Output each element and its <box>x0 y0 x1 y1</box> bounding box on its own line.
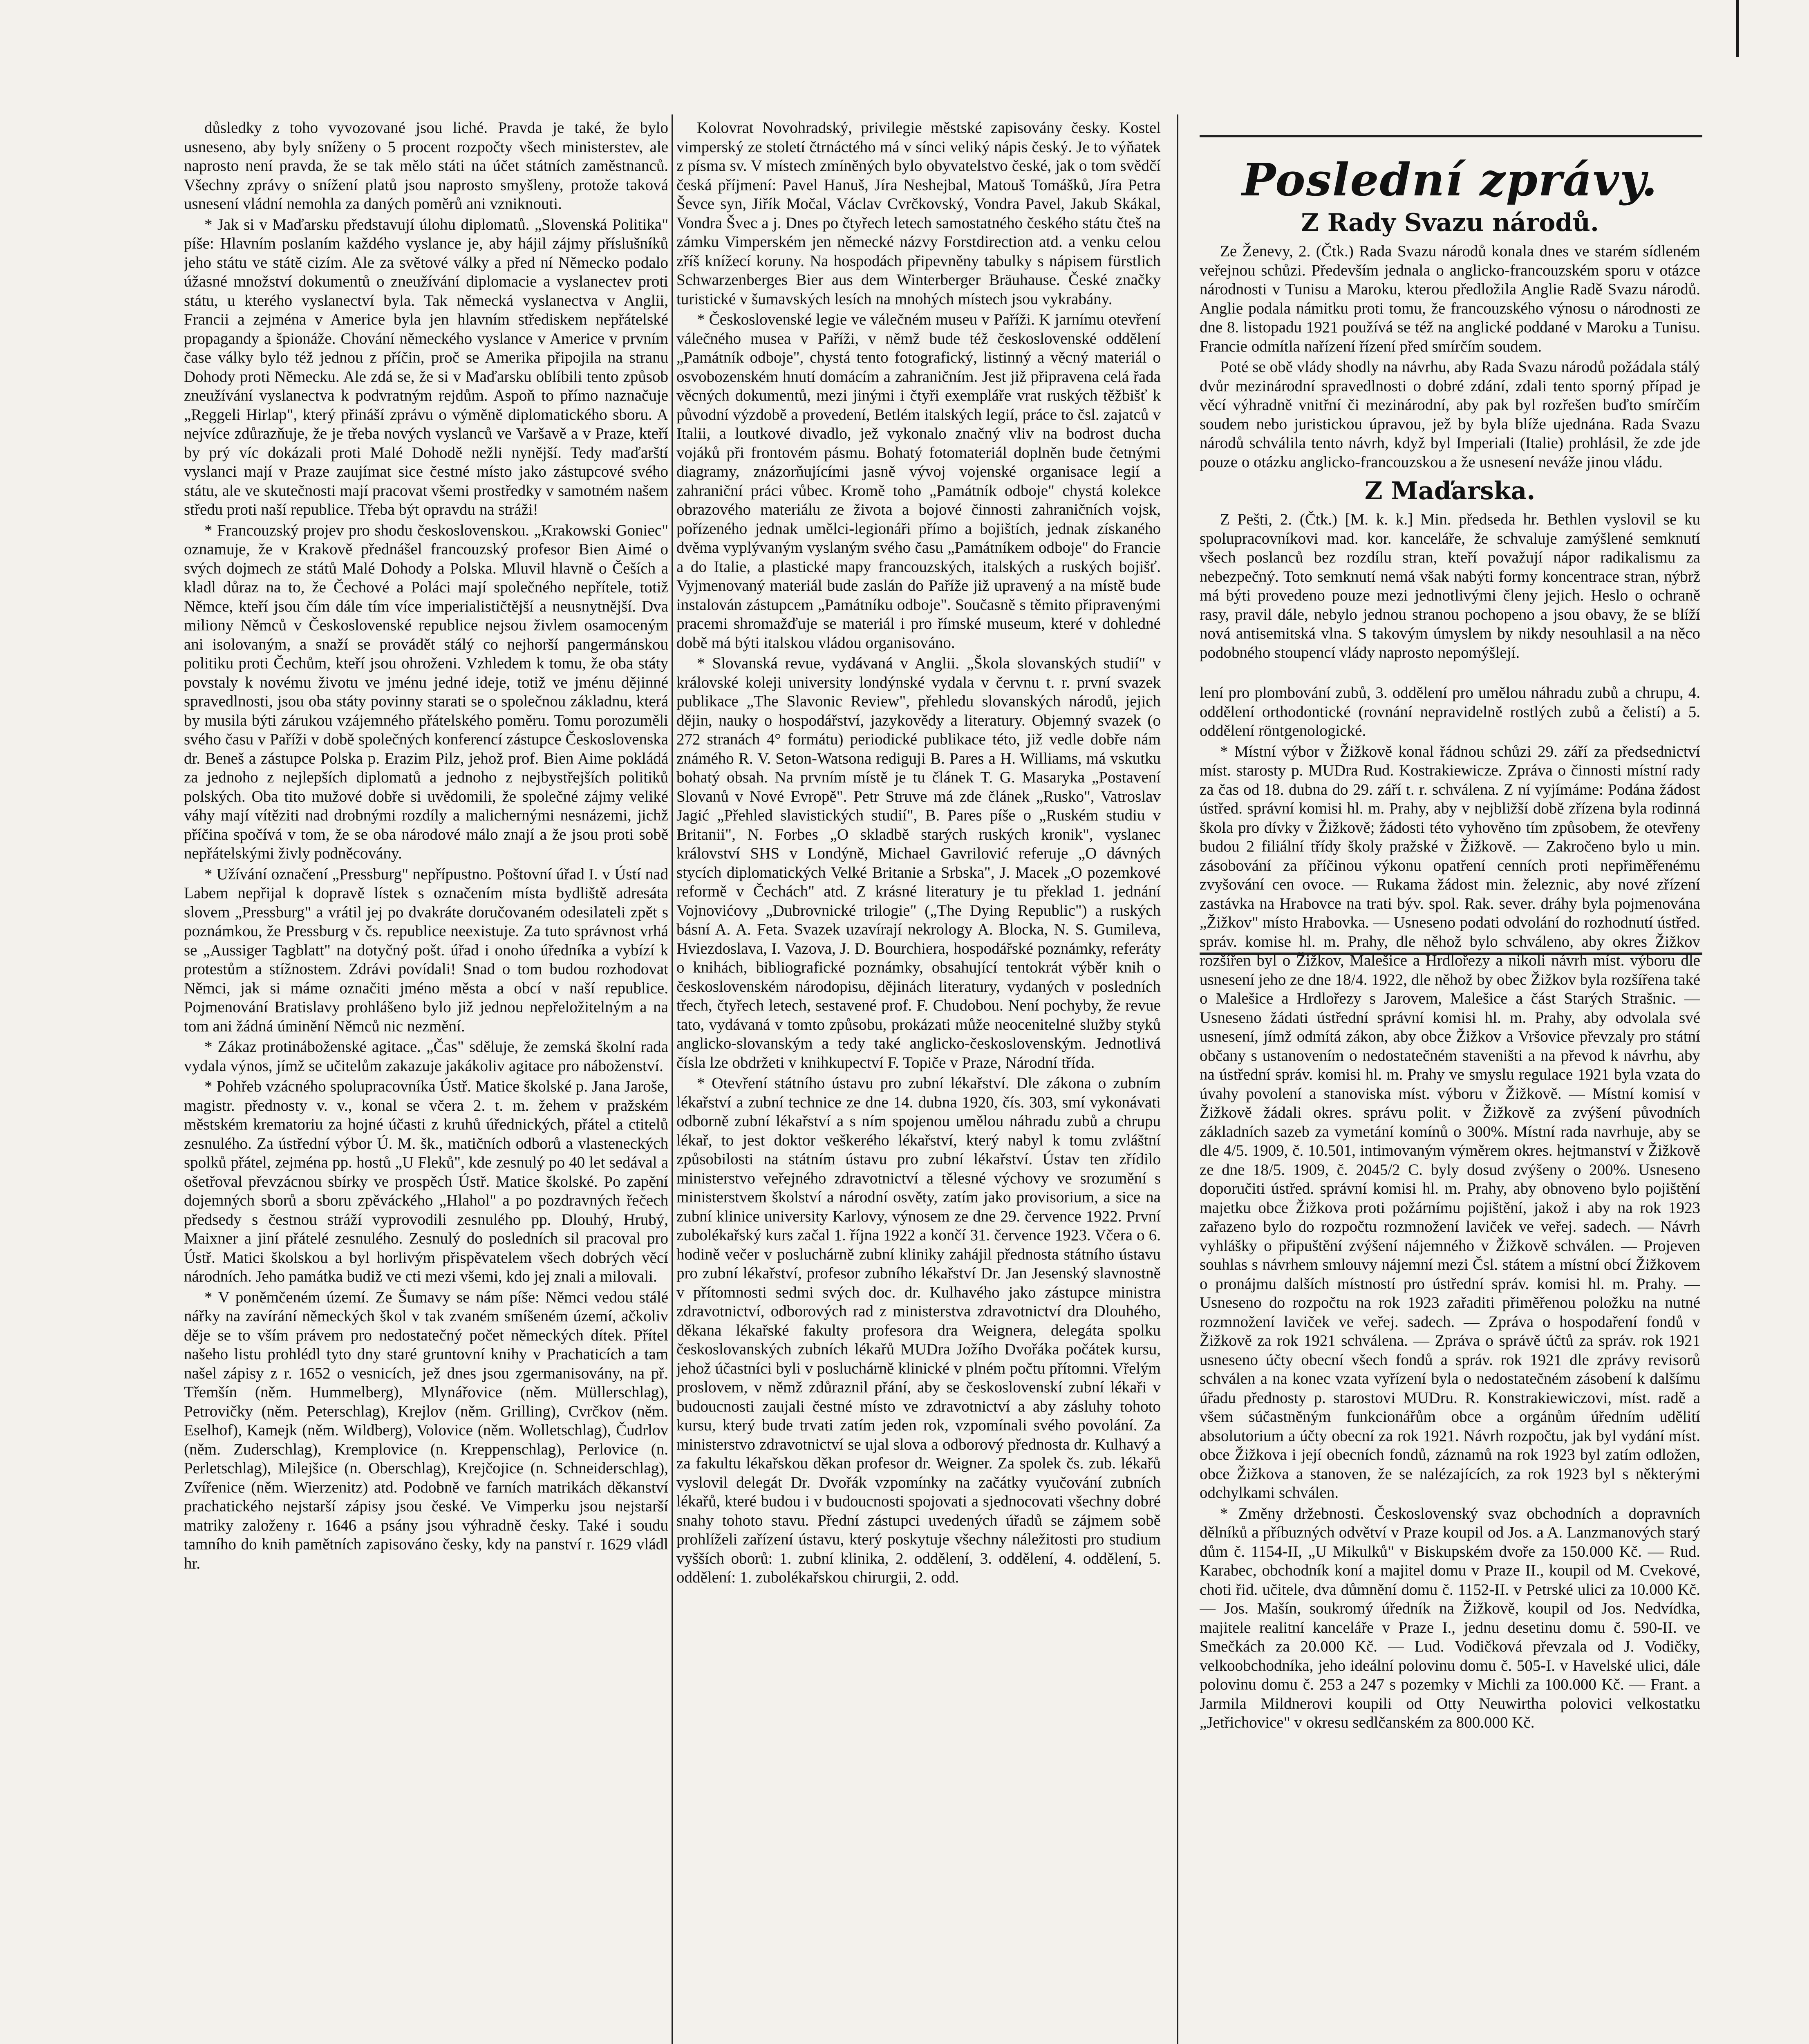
article-paragraph: Ze Ženevy, 2. (Čtk.) Rada Svazu národů konala dnes ve starém sídleném veřejnou schůzi. Především jednala o anglicko-francouzském sporu v otázce národnosti v Tunisu a Maroku, kterou předložila Anglie Radě Svazu národů. Anglie podala námitku proti tomu, že francouzského výnosu o národnosti ze dne 8. listopadu 1921 používá se též na anglické poddané v Maroku a Tunisu. Francie odmítla nařízení řízení před smírčím soudem. <box>1200 242 1700 355</box>
article-paragraph: * Zákaz protináboženské agitace. „Čas" sděluje, že zemská školní rada vydala výnos, jímž se učitelům zakazuje jakákoliv agitace pro náboženství. <box>184 1038 668 1075</box>
article-paragraph: * Otevření státního ústavu pro zubní lékařství. Dle zákona o zubním lékařství a zubní technice ze dne 14. dubna 1920, čís. 303, smí vykonávati odborně zubní lékařství a s ním spojenou umělou náhradu zubů a chrupu lékař, to jest doktor veškerého lékařství, který nabyl k tomu zvláštní způsobilosti na státním ústavu pro zubní lékařství. Ústav ten zřídilo ministerstvo veřejného zdravotnictví a tělesné výchovy ve srozumění s ministerstvem školství a národní osvěty, zatím jako provisorium, a sice na zubní klinice university Karlovy, výnosem ze dne 29. července 1922. První zubolékařský kurs začal 1. října 1922 a končí 31. července 1923. Včera o 6. hodině večer v posluchárně zubní kliniky zahájil přednosta státního ústavu pro zubní lékařství, profesor zubního lékařství Dr. Jan Jesenský slavnostně v přítomnosti sedmi svých doc. dr. Kulhavého jako zástupce ministra zdravotnictví, odborových rad z ministerstva zdravotnictví dra Dlouhého, děkana lékařské fakulty profesora dra Weignera, delegáta spolku českoslovanských zubních lékařů MUDra Jožího Dvořáka počátek kursu, jehož účastníci byli v posluchárně klinické v plném počtu přítomni. Vřelým proslovem, v němž zdůraznil přání, aby se československí zubní lékaři v budoucnosti zaujali čestné místo ve zdravotnictví a aby zásluhy tohoto kursu, který bude trvati zatím jeden rok, vzpomínali svého povolání. Za ministerstvo zdravotnictví se ujal slova a odborový přednosta dr. Kulhavý a za fakultu lékařskou děkan profesor dr. Weigner. Za spolek čs. zub. lékařů vyslovil delegát Dr. Dvořák vzpomínky na začátky vyučování zubních lékařů, které budou i v budoucnosti spojovati a sjednocovati všechny dobré snahy tohoto stavu. Přední zástupci uvedených úřadů se zájmem sobě prohlíželi zařízení ústavu, který poskytuje všechny náležitosti pro studium vyšších oborů: 1. zubní klinika, 2. oddělení, 3. oddělení, 4. oddělení, 5. oddělení: 1. zubolékařskou chirurgii, 2. odd. <box>676 1074 1161 1586</box>
article-paragraph: * V poněmčeném území. Ze Šumavy se nám píše: Němci vedou stálé nářky na zavírání německých škol v tak zvaném smíšeném území, ačkoliv děje se to vším právem pro nedostatečný počet německých dítek. Přítel našeho listu prohlédl tyto dny staré gruntovní knihy v Prachaticích a tam našel zápisy z r. 1652 o vesnicích, jež dnes jsou zgermanisovány, na př. Třemšín (něm. Hummelberg), Mlynářovice (něm. Müllerschlag), Petrovičky (něm. Peterschlag), Krejlov (něm. Grilling), Cvrčkov (něm. Eselhof), Kamejk (něm. Wildberg), Volovice (něm. Wolletschlag), Čudrlov (něm. Zuderschlag), Kremplovice (n. Kreppenschlag), Perlovice (n. Perletschlag), Milejšice (n. Oberschlag), Krejčojice (n. Schneiderschlag), Zvířenice (něm. Wierzenitz) atd. Podobně ve farních matrikách děkanství prachatického nejstarší zápisy jsou české. Ve Vimperku jsou nejstarší matriky založeny r. 1646 a psány jsou výhradně česky. Také i soudu tamního do knih pamětních zapisováno česky, kdy na panství r. 1629 vládl hr. <box>184 1288 668 1572</box>
column-divider-2 <box>1177 114 1178 2044</box>
column-divider-1 <box>672 114 673 2044</box>
article-paragraph: * Pohřeb vzácného spolupracovníka Ústř. Matice školské p. Jana Jaroše, magistr. přednosty v. v., konal se včera 2. t. m. žehem v pražském městském krematoriu za hojné účasti z kruhů úřednických, přátel a ctitelů zesnulého. Za ústřední výbor Ú. M. šk., matičních odborů a vlasteneckých spolků přátel, zejména pp. hostů „U Fleků", kde zesnulý po 40 let sedával a ošetřoval převzácnou sbírky ve prospěch Ústř. Matice školské. Po zapění dojemných sborů a sboru zpěváckého „Hlahol" a po pozdravných řečech předsedy s čestnou stráží vyprovodili zesnulého pp. Dlouhý, Hrubý, Maixner a jiní přátelé zesnulého. Zesnulý do posledních sil pracoval pro Ústř. Matici školskou a byl horlivým přispěvatelem všech dobrých věcí národních. Jeho památka budiž ve cti mezi všemi, kdo jej znali a milovali. <box>184 1078 668 1285</box>
league-of-nations-subhead: Z Rady Svazu národů. <box>1301 208 1599 237</box>
column-2 <box>676 119 1161 2044</box>
local-news-section <box>1200 684 1700 1732</box>
league-of-nations-section <box>1200 242 1700 472</box>
article-paragraph: * Československé legie ve válečném museu v Paříži. K jarnímu otevření válečného musea v Paříži, v němž bude též československé oddělení „Památník odboje", chystá tento fotografický, listinný a věcný materiál o osvobozenském hnutí domácím a zahraničním. Jest již připravena celá řada věcných dokumentů, mezi jinými i čtyři exempláře vrat ruských těžbišť k původní výzdobě a provedení, Betlém italských legií, práce to čsl. zajatců v Italii, a loutkové divadlo, jež vykonalo značný vliv na bodrost ducha vojáků při frontovém pásmu. Bohatý fotomateriál doplněn bude četnými diagramy, znázorňujícími jasně vývoj vojenské organisace legií a zahraniční práci vůbec. Kromě toho „Památník odboje" chystá kolekce obrazového materiálu ze života a bojové činnosti zahraničních vojsk, pořízeného jednak umělci-legionáři přímo a bojištích, jednak získaného dvěma vyplývaným vyslaným svého času „Památníkem odboje" do Francie a do Italie, a plastické mapy francouzských, italských a ruských bojišť. Vyjmenovaný materiál bude zaslán do Paříže již upravený a na místě bude instalován zástupcem „Památníku odboje". Současně s těmito připravenými pracemi shromažďuje se materiál i pro římské museum, které v dohledné době má býti italskou vládou organisováno. <box>676 311 1161 652</box>
article-paragraph: * Jak si v Maďarsku představují úlohu diplomatů. „Slovenská Politika" píše: Hlavním poslaním každého vyslance je, aby hájil zájmy příslušníků jeho státu ve státě cizím. Ale za světové války a před ní Německo podalo úžasné množství dokumentů o zneužívání diplomacie a vyslanectev proti státu, u kterého vyslanectví byla. Tak německá vyslanectva v Anglii, Francii a zejména v Americe byla jen hlavním střediskem nepřátelské propagandy a špionáže. Chování německého vyslance v Americe v prvním čase války bylo též jednou z příčin, proč se Amerika připojila na stranu Dohody proti Německu. Ale zdá se, že si v Maďarsku oblíbili tento způsob zneužívání vyslanectva k podvratným rejdům. Aspoň to přímo naznačuje „Reggeli Hirlap", který přináší zprávu o výměně diplomatického sboru. A nejvíce zdůrazňuje, že je třeba nových vyslanců ve Varšavě a v Praze, kteří by prý víc dokázali proti Malé Dohodě nežli nynější. Tedy maďarští vyslanci mají v Praze zaujímat sice čestné místo jako zástupcové svého státu, ale ve skutečnosti mají pracovat všemi prostředky v samotném našem středu proti naší republice. Třeba být opravdu na stráži! <box>184 215 668 518</box>
article-paragraph: * Francouzský projev pro shodu československou. „Krakowski Goniec" oznamuje, že v Krakově přednášel francouzský profesor Bien Aimé o svých dojmech ze států Malé Dohody a Polska. Mluvil hlavně o Češích a kladl důraz na to, že Čechové a Poláci mají společného nepřítele, totiž Němce, kteří jsou čím dále tím více imperialističtější a neusnytnější. Dva miliony Němců v Československé republice nejsou živlem osamoceným ani isolovaným, a snaží se provádět stálý co nejhorší pangermánskou politiku proti Čechům, kteří jsou ohroženi. Vzhledem k tomu, že oba státy povstaly k novému životu ve jménu jedné ideje, totiž ve jménu dějinné spravedlnosti, jsou oba státy povinny starati se o společnou základnu, která by musila býti zárukou vzájemného přátelského poměru. Tomu porozuměli svého času v Paříži v době společných konferencí zástupce Československa dr. Beneš a zástupce Polska p. Erazim Pilz, jehož prof. Bien Aime pokládá za jednoho z nejlepších diplomatů a jednoho z nejbystřejších politiků polských. Oba tito mužové dobře si uvědomili, že společné zájmy veliké váhy mají vítěziti nad drobnými rozdíly a malichernými nesnázemi, jichž příčina spočívá v tom, že se oba národové málo znají a že jsou proti sobě nepřátelskými živly podněcovány. <box>184 521 668 862</box>
latest-news-headline: Poslední zprávy. <box>1242 155 1658 206</box>
article-paragraph: Poté se obě vlády shodly na návrhu, aby Rada Svazu národů požádala stálý dvůr mezinárodní spravedlnosti o dobré zdání, zdali tento sporný případ je věcí výhradně vnitřní či mezinárodní, aby pak byl rozřešen buďto smírčím soudem nebo juristickou úpravou, jež by byla blíže ujednána. Rada Svazu národů schválila tento návrh, když byl Imperiali (Italie) prohlásil, že zde jde pouze o otázku anglicko-francouzskou a že usnesení neváže jinou vládu. <box>1200 358 1700 471</box>
article-paragraph: * Změny držebnosti. Československý svaz obchodních a dopravních dělníků a příbuzných odvětví v Praze koupil od Jos. a A. Lanzmanových starý dům č. 1154-II, „U Mikulků" v Biskupském dvoře za 150.000 Kč. — Rud. Karabec, obchodník koní a majitel domu v Praze II., koupil od M. Cvekové, choti řid. učitele, dva důmnění domu č. 1152-II. v Petrské ulici za 10.000 Kč. — Jos. Mašín, soukromý úředník na Žižkově, koupil od Jos. Nedvídka, majitele realitní kanceláře v Praze I., jednu desetinu domu č. 590-II. ve Smečkách za 20.000 Kč. — Lud. Vodičková převzala od J. Vodičky, velkoobchodníka, jeho ideální polovinu domu č. 505-I. v Havelské ulici, dále polovinu domu č. 253 a 247 s pozemky v Michli za 100.000 Kč. — Frant. a Jarmila Mildnerovi koupili od Otty Neuwirtha polovici velkostatku „Jetřichovice" v okresu sedlčanském za 800.000 Kč. <box>1200 1504 1700 1731</box>
article-paragraph: lení pro plombování zubů, 3. oddělení pro umělou náhradu zubů a chrupu, 4. oddělení orthodontické (rovnání nepravidelně rostlých zubů a čelistí) a 5. oddělení röntgenologické. <box>1200 684 1700 740</box>
article-paragraph: Z Pešti, 2. (Čtk.) [M. k. k.] Min. předseda hr. Bethlen vyslovil se ku spolupracovníkovi mad. kor. kanceláře, že schvaluje zamýšlené semknutí všech poslanců bez rozdílu stran, kteří považují nápor radikalismu za nebezpečný. Toto semknutí nemá však nabýti formy koncentrace stran, nýbrž má býti provedeno pouze mezi jednotlivými členy jejich. Heslo o ochraně rasy, pravil dále, nebylo jednou stranou pochopeno a jsou obavy, že se blíží nová antisemitská vlna. S takovým úmyslem by nikdy nesouhlasil a na něco podobného stoupencí vlády naprosto nepomýšlejí. <box>1200 511 1700 661</box>
article-paragraph: Kolovrat Novohradský, privilegie městské zapisovány česky. Kostel vimperský ze století čtrnáctého má v sínci veliký nápis český. Je to výňatek z písma sv. V místech zmíněných bylo obyvatelstvo české, jak o tom svědčí česká příjmení: Pavel Hanuš, Jíra Neshejbal, Matouš Tomášků, Jíra Petra Ševce syn, Jiřík Močal, Václav Cvrčkovský, Vondra Pavel, Jakub Skákal, Vondra Švec a j. Dnes po čtyřech letech samostatného českého státu čteš na zámku Vimperském jen německé názvy Forstdirection atd. a venku celou zříš knížecí koruny. Na hospodách připevněny tabulky s nápisem fürstlich Schwarzenberges Bier aus dem Winterberger Bräuhause. České značky turistické v šumavských lesích na mnohých místech jsou vykrabány. <box>676 119 1161 308</box>
scan-edge-mark <box>1736 0 1739 57</box>
article-paragraph: důsledky z toho vyvozované jsou liché. Pravda je také, že bylo usneseno, aby byly sníženy o 5 procent rozpočty všech ministerstev, ale naprosto není pravda, že se tak mělo státi na účet státních zaměstnanců. Všechny zprávy o snížení platů jsou naprosto smyšleny, protože taková usnesení vládní nemohla za daných poměrů ani vzniknouti. <box>184 119 668 213</box>
article-paragraph: * Místní výbor v Žižkově konal řádnou schůzi 29. září za předsednictví míst. starosty p. MUDra Rud. Kostrakiewicze. Zpráva o činnosti místní rady za čas od 18. dubna do 29. září t. r. schválena. Z ní vyjímáme: Podána žádost ústřed. správní komisi hl. m. Prahy, aby v nejbližší době zřízena byla rodinná škola pro dívky v Žižkově; žádosti této vyhověno tím způsobem, že otevřeny budou 2 filiální třídy školy pražské v Žižkově. — Zakročeno bylo u min. zásobování za příčinou výkonu opatření cenních proti nepřiměřenému zvyšování cen ovoce. — Rukama žádost min. železnic, aby nové zřízení zastávka na Hrabovce na trati býv. spol. Rak. sever. dráhy byla pojmenována „Žižkov" místo Hrabovka. — Usneseno podati odvolání do rozhodnutí ústřed. správ. komise hl. m. Prahy, dle něhož bylo schváleno, aby okres Žižkov rozšířen byl o Žižkov, Malešice a Hrdlořezy a nikoli návrh míst. výboru dle usnesení jeho ze dne 18/4. 1922, dle něhož by obec Žižkov byla rozšířena také o Malešice a Hrdlořezy s Jarovem, Malešice a část Starých Strašnic. — Usneseno žádati ústřední správní komisi hl. m. Prahy, aby odvolala své usnesení, jímž odmítá zákon, aby obce Žižkov a Vršovice převzaly pro státní občany s ustanovením o nedostatečném staveništi a na převod k návrhu, aby na ústřední správ. komisi hl. m. Prahy ve smyslu regulace 1921 byla vzata do úvahy povolení a stanoviska míst. výboru v Žižkově. — Místní komisí v Žižkově žádali okres. správu polit. v Žižkově za zvýšení původních základních sazeb za vymetání komínů o 300%. Místní rada navrhuje, aby se dle 4/5. 1909, č. 10.501, intimovaným výměrem okres. hejtmanství v Žižkově ze dne 18/5. 1909, č. 2045/2 C. byly dosud zvýšeny o 200%. Usneseno doporučiti ústřed. správní komisi hl. m. Prahy, aby obnoveno bylo pojištění majetku obce Žižkova proti požárnímu pojištění, jakož i aby na rok 1923 zařazeno bylo do rozpočtu rozmnožení laviček ve veřej. sadech. — Návrh vyhlášky o připuštění zvýšení nájemného v Žižkově schválen. — Projeven souhlas s návrhem smlouvy nájemní mezi Čsl. státem a místní obcí Žižkovem o pronájmu dalších místností pro ústřední správ. komisi hl. m. Prahy. — Usneseno do rozpočtu na rok 1923 zařaditi přiměřenou položku na nutné rozmnožení laviček ve veřej. sadech. — Zpráva o hospodaření fondů v Žižkově za rok 1921 schválena. — Zpráva o správě účtů za správ. rok 1921 usneseno účty obecní všech fondů a správ. rok 1921 dle zprávy revisorů schválen a na konec vzata vyřízení byla o nedostatečném zásobení k dalšímu úřadu přednosty p. starostovi MUDru. R. Konstrakiewiczovi, míst. radě a všem súčastněným funkcionářům obce a orgánům úředním udělití absolutorium a účty obecní za rok 1921. Návrh rozpočtu, jak byl vydání míst. obce Žižkova i její obecních fondů, záznamů na rok 1923 byl zatím odložen, obce Žižkova a stanoven, že se nalézajících, za rok 1923 byl s některými odchylkami schválen. <box>1200 742 1700 1502</box>
column-3 <box>1200 155 1700 2044</box>
article-paragraph: * Slovanská revue, vydávaná v Anglii. „Škola slovanských studií" v královské koleji university londýnské vydala v červnu t. r. první svazek publikace „The Slavonic Review", přehledu slovanských národů, jejich dějin, nauky o hospodářství, jazykovědy a literatury. Objemný svazek (o 272 stranách 4° formátu) periodické publikace této, již vedle dobře nám známého R. V. Seton-Watsona rediguji B. Pares a H. Williams, má vskutku bohatý obsah. Na prvním místě je tu článek T. G. Masaryka „Postavení Slovanů v Nové Evropě". Petr Struve má zde článek „Rusko", Vatroslav Jagić „Přehled slavistických studií", B. Pares píše o „Ruském studiu v Britanii", N. Forbes „O skladbě starých ruských kronik", vyslanec království SHS v Londýně, Michael Gavrilović referuje „O dávných stycích diplomatických Velké Britanie a Srbska", J. Macek „O pozemkové reformě v Čechách" atd. Z krásné literatury je tu překlad 1. jednání Vojnovićovy „Dubrovnické trilogie" („The Dying Republic") a ruských básní A. A. Feta. Svazek uzavírají nekrology A. Blocka, N. S. Gumileva, Hviezdoslava, I. Vazova, J. D. Bourchiera, hospodářské poznámky, referáty o knihách, bibliografické poznámky, obsahující tentokrát výběr knih o československém národopisu, dějinách literatury, vydaných v posledních třech, čtyřech letech, sestavené prof. F. Chudobou. Není pochyby, že revue tato, vydávaná v tomto způsobu, prokázati může neocenitelné služby styků anglicko-slovanským a tedy také anglicko-československým. Jednotlivá čísla lze obdržeti v knihkupectví F. Topiče v Praze, Národní třída. <box>676 654 1161 1071</box>
hungary-section <box>1200 510 1700 662</box>
hungary-subhead: Z Maďarska. <box>1364 477 1536 505</box>
latest-news-top-rule <box>1200 135 1702 137</box>
article-paragraph: * Užívání označení „Pressburg" nepřípustno. Poštovní úřad I. v Ústí nad Labem nepřijal k dopravě lístek s označením místa bydliště adresáta slovem „Pressburg" a vrátil jej po dvakráte doručovaném odesilateli zpět s poznámkou, že Pressburg v čs. republice neexistuje. Za tuto správnost vrhá se „Aussiger Tagblatt" na dotyčný pošt. úřad i onoho úředníka a vybízí k protestům a stížnostem. Zdrávi povídali! Snad o tom budou rozhodovat Němci, jak si máme označiti jméno města a obcí v naší republice. Pojmenování Bratislavy prohlášeno bylo již jednou nepřeložitelným a na tom ani žádná úminění Němců nic nezmění. <box>184 865 668 1035</box>
column-1 <box>184 119 668 2044</box>
